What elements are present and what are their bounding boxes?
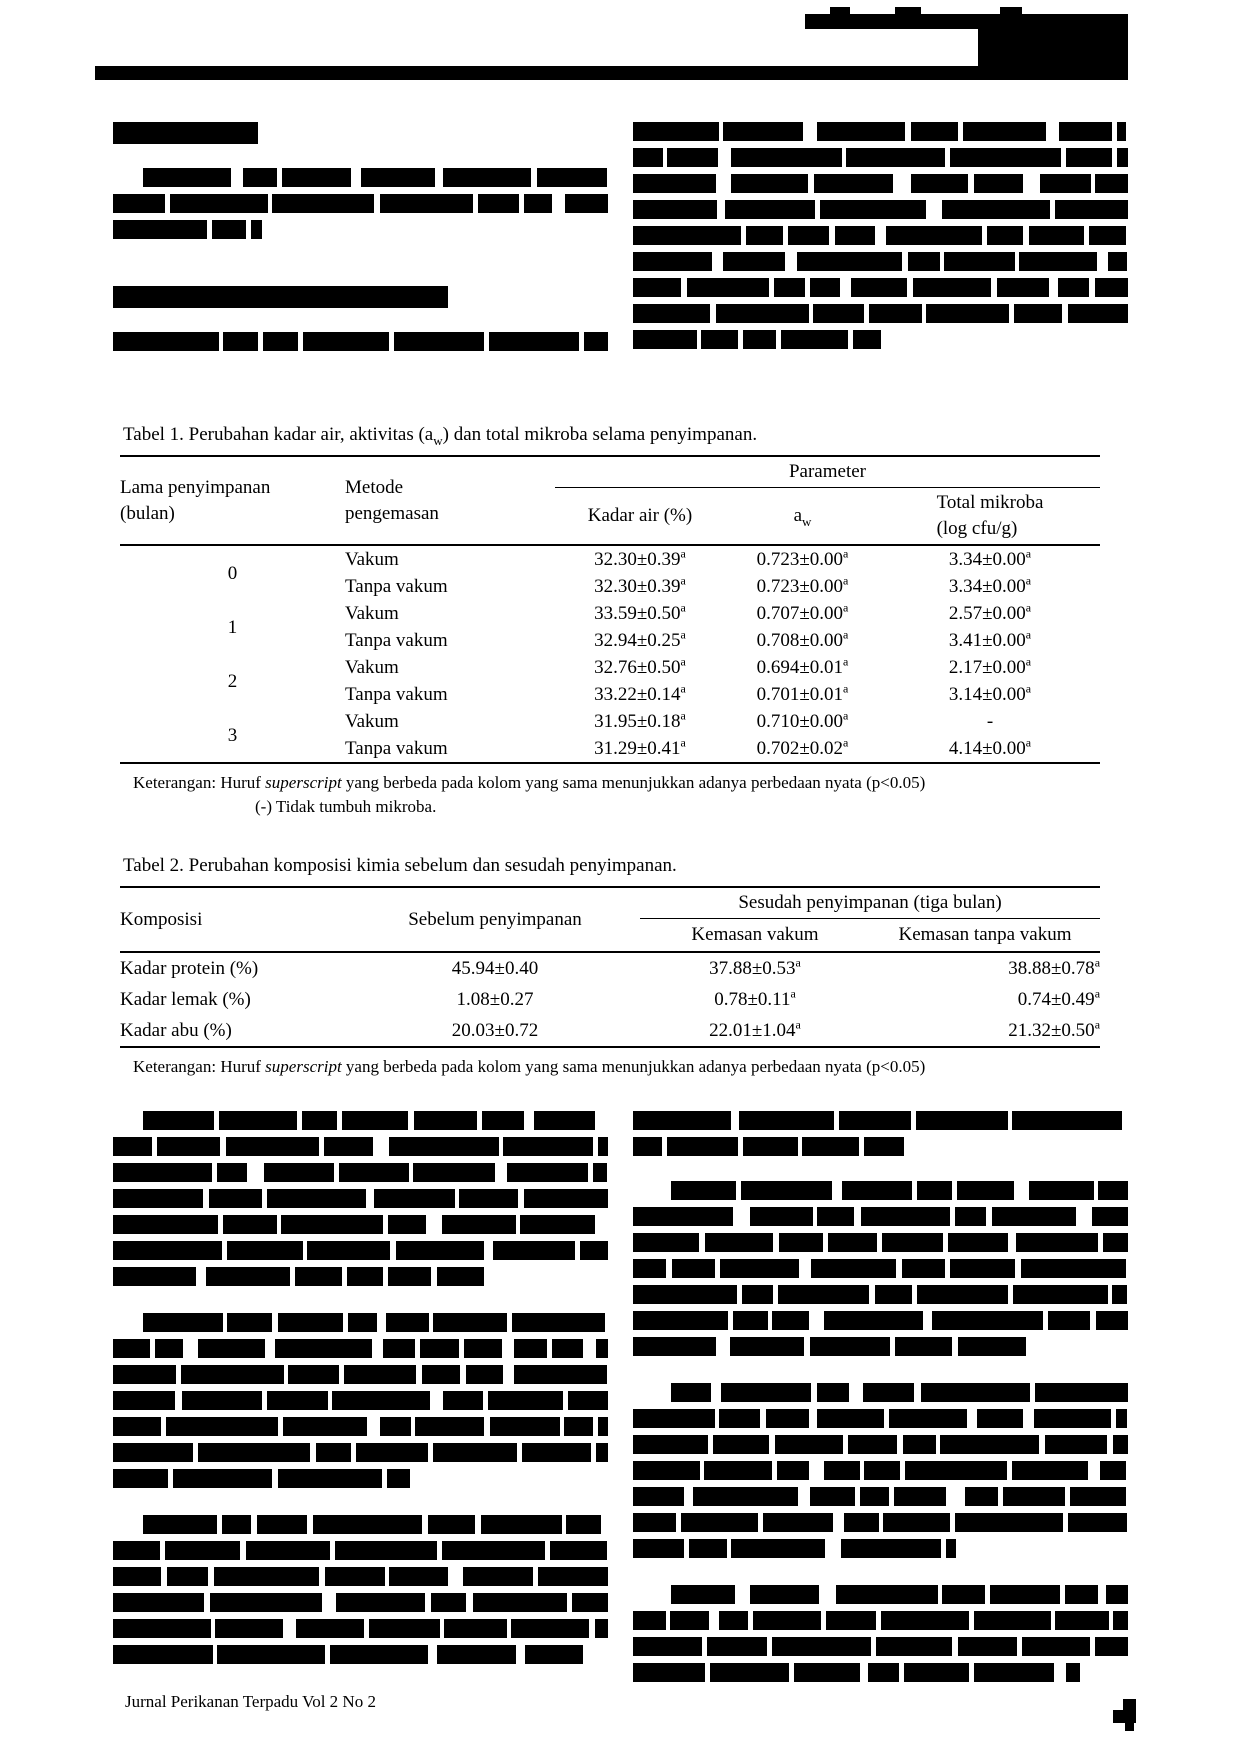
- redacted-paragraph: [633, 1383, 1128, 1565]
- table1-footnote-line2: (-) Tidak tumbuh mikroba.: [255, 797, 437, 816]
- table-cell: 45.94±0.40: [451, 958, 539, 979]
- table2-group-header-row: [120, 887, 1100, 919]
- table-cell: 32.30±0.39$^a$: [594, 546, 686, 570]
- table-cell: 31.95±0.18$^a$: [594, 708, 686, 732]
- redacted-paragraph: [633, 1181, 1128, 1363]
- redacted-text-line: [633, 1409, 1128, 1428]
- table-cell: 0.701±0.01$^a$: [756, 681, 849, 705]
- body-left-column: [113, 1111, 608, 1689]
- table1-body: [120, 545, 1100, 763]
- month-cell: 1: [227, 616, 238, 638]
- table-cell: 0.708±0.00$^a$: [756, 627, 849, 651]
- method-cell: Vakum: [345, 603, 399, 624]
- month-cell: 2: [227, 670, 238, 692]
- table2-row: [120, 984, 1100, 1015]
- redacted-paragraph: [633, 122, 1128, 356]
- page-number-mark: [1125, 1723, 1134, 1731]
- method-cell: Tanpa vakum: [345, 576, 448, 597]
- redacted-text-line: [113, 1313, 608, 1332]
- table2-col-nonvacuum: Kemasan tanpa vakum: [898, 924, 1072, 945]
- table-cell: 1.08±0.27: [456, 989, 534, 1010]
- table1-row: [120, 654, 1100, 681]
- table2-col-composition: Komposisi: [120, 908, 203, 930]
- redacted-text-line: [113, 332, 608, 351]
- table2-caption: Tabel 2. Perubahan komposisi kimia sebelum dan sesudah penyimpanan.: [123, 855, 677, 876]
- redacted-text-line: [113, 1215, 608, 1234]
- table-cell: 32.30±0.39$^a$: [594, 573, 686, 597]
- redacted-text-line: [113, 1189, 608, 1208]
- redacted-text-line: [113, 1593, 608, 1612]
- redacted-text-line: [633, 1461, 1128, 1480]
- table2-row: [120, 1015, 1100, 1047]
- redacted-text-line: [113, 1469, 608, 1488]
- redacted-heading: [113, 286, 448, 308]
- table1-col-moisture: Kadar air (%): [587, 505, 693, 526]
- table-cell: -: [986, 711, 994, 732]
- table1-footnote-line1: Keterangan: Huruf superscript yang berbeda pada kolom yang sama menunjukkan adanya perbedaan nyata (p<0.05): [133, 773, 926, 792]
- redacted-text-line: [633, 148, 1128, 167]
- redacted-text-line: [113, 1541, 608, 1560]
- redacted-paragraph: [113, 332, 608, 358]
- table-cell: 3.34±0.00$^a$: [948, 573, 1032, 597]
- composition-cell: Kadar abu (%): [120, 1020, 232, 1041]
- redacted-paragraph: [633, 1585, 1128, 1689]
- table1-row: [120, 708, 1100, 735]
- table-cell: 20.03±0.72: [451, 1020, 539, 1041]
- redacted-text-line: [113, 1619, 608, 1638]
- redacted-text-line: [633, 1611, 1128, 1630]
- redacted-text-line: [633, 1585, 1128, 1604]
- table1-caption: [123, 424, 1128, 446]
- table-cell: 33.22±0.14$^a$: [594, 681, 686, 705]
- method-cell: Vakum: [345, 549, 399, 570]
- table-cell: 0.710±0.00$^a$: [756, 708, 849, 732]
- table-cell: 3.41±0.00$^a$: [948, 627, 1032, 651]
- redacted-heading: [113, 122, 258, 144]
- table1-footnote: [133, 771, 1128, 819]
- redacted-text-line: [633, 1207, 1128, 1226]
- body-section: [95, 1111, 1128, 1689]
- table1-col-duration: Lama penyimpanan (bulan): [120, 476, 271, 524]
- method-cell: Vakum: [345, 657, 399, 678]
- table2: [120, 886, 1100, 1048]
- redacted-text-line: [113, 220, 608, 239]
- redacted-heading-paragraph: [633, 1111, 1128, 1163]
- redacted-text-line: [113, 194, 608, 213]
- table-cell: 38.88±0.78$^a$: [1008, 955, 1101, 979]
- redacted-text-line: [113, 168, 608, 187]
- table-cell: 0.78±0.11$^a$: [714, 986, 796, 1010]
- table1-group-header-row: [120, 456, 1100, 488]
- redacted-text-line: [633, 252, 1128, 271]
- month-cell: 0: [227, 562, 238, 584]
- body-right-column: [633, 1111, 1128, 1689]
- redacted-paragraph: [113, 1515, 608, 1671]
- table-cell: 22.01±1.04$^a$: [709, 1017, 801, 1041]
- table-cell: 2.17±0.00$^a$: [948, 654, 1032, 678]
- table-cell: 21.32±0.50$^a$: [1008, 1017, 1101, 1041]
- table2-after-header: Sesudah penyimpanan (tiga bulan): [640, 887, 1100, 919]
- redacted-text-line: [633, 1513, 1128, 1532]
- masthead-band: [95, 0, 1128, 80]
- table2-col-before: Sebelum penyimpanan: [408, 908, 582, 930]
- redacted-paragraph: [113, 1313, 608, 1495]
- redacted-text-line: [633, 1181, 1128, 1200]
- table1-caption-prefix: Tabel 1. Perubahan kadar air, aktivitas (a: [123, 424, 434, 445]
- redacted-text-line: [633, 1539, 1128, 1558]
- redacted-text-line: [113, 1267, 608, 1286]
- table-cell: 2.57±0.00$^a$: [948, 600, 1032, 624]
- redacted-text-line: [633, 200, 1128, 219]
- redacted-text-line: [113, 1391, 608, 1410]
- redacted-text-line: [633, 1637, 1128, 1656]
- table1-col-microbe: Total mikroba (log cfu/g): [936, 492, 1044, 539]
- redacted-text-line: [113, 1163, 608, 1182]
- redacted-paragraph: [113, 1111, 608, 1293]
- table-cell: 0.702±0.02$^a$: [756, 735, 849, 759]
- method-cell: Tanpa vakum: [345, 684, 448, 705]
- table2-body: [120, 952, 1100, 1047]
- table-cell: 37.88±0.53$^a$: [709, 955, 801, 979]
- table-cell: 0.723±0.00$^a$: [756, 546, 849, 570]
- redacted-text-line: [633, 1111, 1128, 1130]
- redacted-text-line: [113, 1241, 608, 1260]
- redacted-text-line: [633, 1285, 1128, 1304]
- composition-cell: Kadar lemak (%): [120, 989, 251, 1010]
- redacted-text-line: [633, 122, 1128, 141]
- redacted-text-line: [633, 304, 1128, 323]
- method-cell: Tanpa vakum: [345, 630, 448, 651]
- method-cell: Vakum: [345, 711, 399, 732]
- redacted-text-line: [113, 1365, 608, 1384]
- page-number-mark: [1113, 1710, 1136, 1723]
- method-cell: Tanpa vakum: [345, 738, 448, 759]
- table-cell: 3.14±0.00$^a$: [948, 681, 1032, 705]
- redacted-text-line: [633, 1337, 1128, 1356]
- frontmatter-section: [95, 122, 1128, 358]
- redacted-text-line: [633, 1663, 1128, 1682]
- table-cell: 0.74±0.49$^a$: [1017, 986, 1101, 1010]
- redacted-paragraph: [113, 168, 608, 246]
- redacted-text-line: [633, 1233, 1128, 1252]
- redacted-text-line: [633, 278, 1128, 297]
- header-rule: [95, 66, 1128, 80]
- composition-cell: Kadar protein (%): [120, 958, 259, 979]
- table1-caption-suffix: ) dan total mikroba selama penyimpanan.: [442, 424, 758, 445]
- redacted-text-line: [633, 1435, 1128, 1454]
- month-cell: 3: [227, 724, 238, 746]
- table-cell: 4.14±0.00$^a$: [948, 735, 1032, 759]
- redacted-text-line: [113, 1417, 608, 1436]
- redacted-text-line: [633, 1137, 1128, 1156]
- table1-parameter-header: Parameter: [555, 456, 1100, 488]
- redacted-text-line: [633, 1383, 1128, 1402]
- table-cell: 0.723±0.00$^a$: [756, 573, 849, 597]
- table-cell: 32.94±0.25$^a$: [594, 627, 686, 651]
- table-cell: 31.29±0.41$^a$: [594, 735, 686, 759]
- table2-row: [120, 952, 1100, 984]
- redacted-text-line: [633, 174, 1128, 193]
- table-cell: 0.707±0.00$^a$: [756, 600, 849, 624]
- redacted-text-line: [113, 1515, 608, 1534]
- table2-col-vacuum: Kemasan vakum: [691, 924, 819, 945]
- redacted-text-line: [633, 1259, 1128, 1278]
- table-cell: 32.76±0.50$^a$: [594, 654, 686, 678]
- redacted-text-line: [113, 1567, 608, 1586]
- redacted-text-line: [113, 1443, 608, 1462]
- frontmatter-right-column: [633, 122, 1128, 358]
- journal-footer: Jurnal Perikanan Terpadu Vol 2 No 2: [125, 1692, 376, 1711]
- table-cell: 3.34±0.00$^a$: [948, 546, 1032, 570]
- table2-footnote: [133, 1055, 1128, 1079]
- redacted-text-line: [113, 1339, 608, 1358]
- redacted-text-line: [633, 1487, 1128, 1506]
- frontmatter-left-column: [113, 122, 608, 358]
- table1-row: [120, 600, 1100, 627]
- table1-col-aw: $a_w$: [793, 505, 812, 529]
- table-cell: 33.59±0.50$^a$: [594, 600, 686, 624]
- page-content: [95, 0, 1128, 1689]
- table1-row: [120, 545, 1100, 573]
- table1-caption-subscript: w: [433, 432, 443, 448]
- redacted-text-line: [113, 1645, 608, 1664]
- redacted-text-line: [113, 1137, 608, 1156]
- table1-col-method: Metode pengemasan: [345, 476, 439, 524]
- redacted-text-line: [633, 1311, 1128, 1330]
- redacted-text-line: [633, 226, 1128, 245]
- redacted-text-line: [113, 1111, 608, 1130]
- table-cell: 0.694±0.01$^a$: [756, 654, 849, 678]
- table1: [120, 455, 1100, 764]
- table2-footnote-line1: Keterangan: Huruf superscript yang berbeda pada kolom yang sama menunjukkan adanya perbedaan nyata (p<0.05): [133, 1057, 926, 1076]
- redacted-text-line: [633, 330, 1128, 349]
